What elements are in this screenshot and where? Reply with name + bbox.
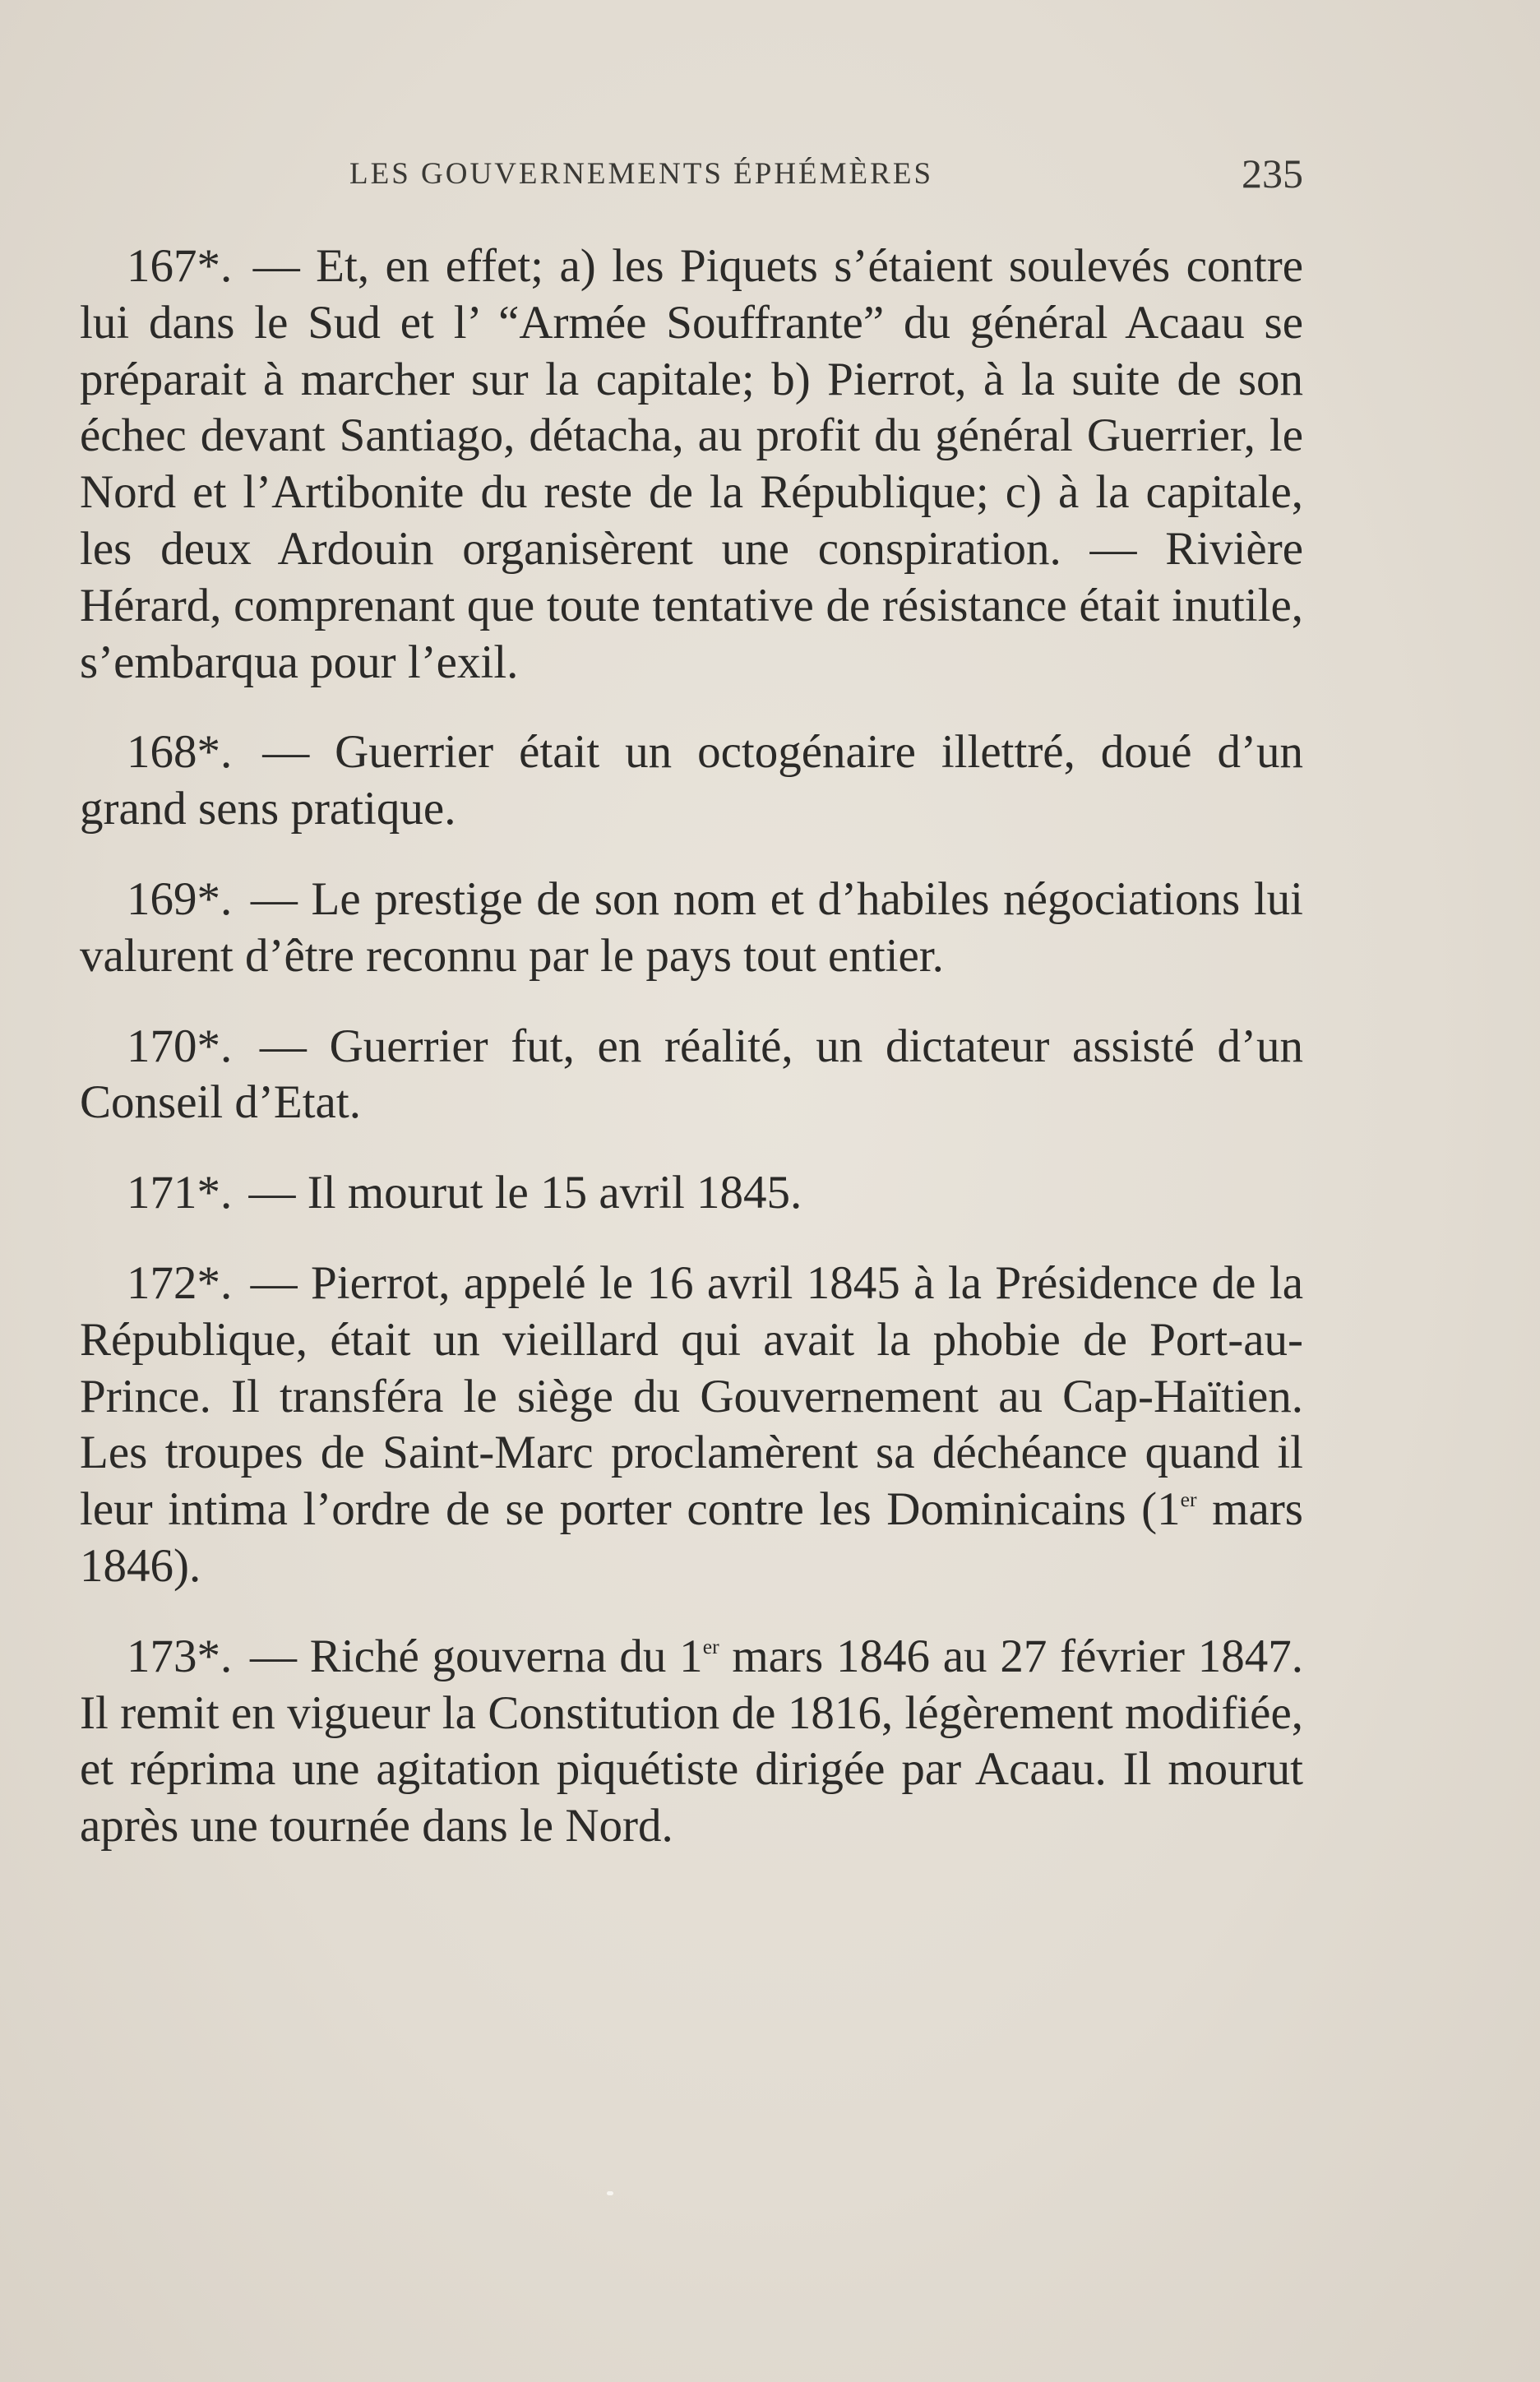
- paragraph-text-end: mars 1846 au 27 février 1847. Il remit en vigueur la Constitution de 1816, légèrement modifiée, et réprima une agitation piquétiste dirigée par Acaau. Il mourut après une tournée dans le Nord.: [80, 1630, 1303, 1852]
- superscript-ordinal: er: [702, 1634, 719, 1658]
- paragraph-number: 172*.: [127, 1256, 233, 1309]
- superscript-ordinal: er: [1180, 1487, 1197, 1512]
- paragraph-number: 170*.: [127, 1020, 233, 1072]
- paragraph-number: 167*.: [127, 240, 233, 292]
- paragraph-169: [80, 872, 1303, 985]
- paragraph-text: — Le prestige de son nom et d’habiles négociations lui valurent d’être reconnu par le pays tout entier.: [80, 872, 1304, 982]
- paragraph-text: — Et, en effet; a) les Piquets s’étaient soulevés contre lui dans le Sud et l’ “Armée Souffrante” du général Acaau se préparait à marcher sur la capitale; b) Pierrot, à la suite de son échec devant Santiago, détacha, au profit du général Guerrier, le Nord et l’Artibonite du reste de la République; c) à la capitale, les deux Ardouin organisèrent une conspiration. — Rivière Hérard, comprenant que toute tentative de résistance était inutile, s’embarqua pour l’exil.: [80, 240, 1304, 688]
- running-head: [349, 150, 1303, 199]
- paragraph-text: — Riché gouverna du 1: [250, 1630, 703, 1682]
- paragraph-number: 169*.: [127, 872, 233, 925]
- paragraph-text: — Il mourut le 15 avril 1845.: [248, 1167, 802, 1219]
- paragraph-number: 173*.: [127, 1630, 233, 1682]
- paragraph-text: — Pierrot, appelé le 16 avril 1845 à la Présidence de la République, était un vieillard qui avait la phobie de Port-au-Prince. Il transféra le siège du Gouvernement au Cap-Haïtien. Les troupes de Saint-Marc proclamèrent sa déchéance quand il leur intima l’ordre de se porter contre les Dominicains (1: [80, 1256, 1304, 1536]
- paragraph-172: [80, 1256, 1303, 1595]
- paragraph-171: [80, 1165, 1303, 1222]
- paper-speck: [607, 2191, 613, 2195]
- paragraph-text-end: mars 1846).: [80, 1483, 1303, 1592]
- paragraph-number: 168*.: [127, 726, 233, 779]
- paragraph-167: [80, 238, 1303, 691]
- paragraph-text: — Guerrier était un octogénaire illettré, doué d’un grand sens pratique.: [80, 726, 1304, 835]
- paragraph-168: [80, 724, 1303, 838]
- paragraph-text: — Guerrier fut, en réalité, un dictateur assisté d’un Conseil d’Etat.: [80, 1020, 1303, 1129]
- page-number: 235: [1242, 150, 1303, 197]
- running-title: LES GOUVERNEMENTS ÉPHÉMÈRES: [349, 157, 934, 191]
- paragraph-number: 171*.: [127, 1167, 233, 1219]
- paragraph-170: [80, 1019, 1303, 1132]
- paragraph-173: [80, 1629, 1303, 1855]
- body-text: [80, 238, 1303, 1889]
